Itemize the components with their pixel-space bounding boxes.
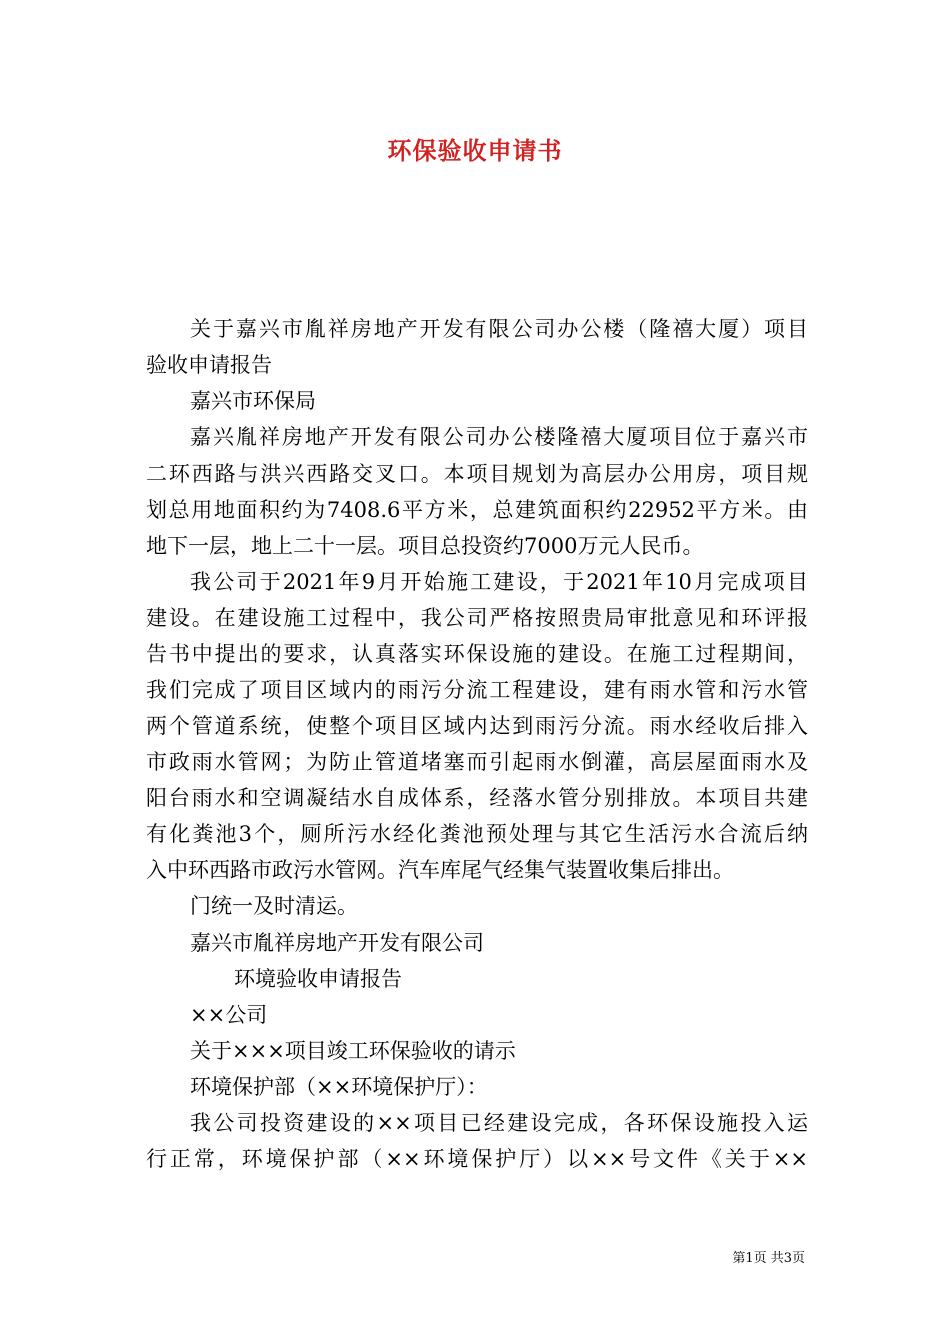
text-line: 环境保护部（××环境保护厅）： <box>190 1075 488 1099</box>
document-title: 环保验收申请书 <box>387 136 563 165</box>
text-line: 有化粪池3个，厕所污水经化粪池预处理与其它生活污水合流后纳 <box>146 822 808 846</box>
text-line: ××公司 <box>190 1003 268 1027</box>
text-line: 我公司投资建设的××项目已经建设完成，各环保设施投入运 <box>190 1111 808 1135</box>
text-line: 嘉兴胤祥房地产开发有限公司办公楼隆禧大厦项目位于嘉兴市 <box>190 425 808 449</box>
text-line: 建设。在建设施工过程中，我公司严格按照贵局审批意见和环评报 <box>146 606 808 630</box>
text-line: 入中环西路市政污水管网。汽车库尾气经集气装置收集后排出。 <box>146 858 734 882</box>
text-line: 门统一及时清运。 <box>190 894 358 918</box>
text-line: 划总用地面积约为7408.6平方米，总建筑面积约22952平方米。由 <box>146 498 808 522</box>
text-line: 嘉兴市胤祥房地产开发有限公司 <box>190 931 484 955</box>
text-line: 行正常，环境保护部（××环境保护厅）以××号文件《关于×× <box>146 1147 808 1171</box>
text-line: 市政雨水管网；为防止管道堵塞而引起雨水倒灌，高层屋面雨水及 <box>146 750 808 774</box>
text-line: 环境验收申请报告 <box>234 967 402 991</box>
text-line: 告书中提出的要求，认真落实环保设施的建设。在施工过程期间， <box>146 642 808 666</box>
text-line: 二环西路与洪兴西路交叉口。本项目规划为高层办公用房，项目规 <box>146 462 808 486</box>
text-line: 关于嘉兴市胤祥房地产开发有限公司办公楼（隆禧大厦）项目 <box>190 317 808 341</box>
text-line: 关于×××项目竣工环保验收的请示 <box>190 1039 516 1063</box>
text-line: 我们完成了项目区域内的雨污分流工程建设，建有雨水管和污水管 <box>146 678 808 702</box>
text-line: 嘉兴市环保局 <box>190 389 316 413</box>
text-line: 验收申请报告 <box>146 353 272 377</box>
text-line: 地下一层，地上二十一层。项目总投资约7000万元人民币。 <box>146 534 704 558</box>
text-line: 我公司于2021年9月开始施工建设，于2021年10月完成项目 <box>190 570 808 594</box>
page-number: 第1页 共3页 <box>732 1251 805 1266</box>
text-line: 两个管道系统，使整个项目区域内达到雨污分流。雨水经收后排入 <box>146 714 808 738</box>
text-line: 阳台雨水和空调凝结水自成体系，经落水管分别排放。本项目共建 <box>146 786 808 810</box>
